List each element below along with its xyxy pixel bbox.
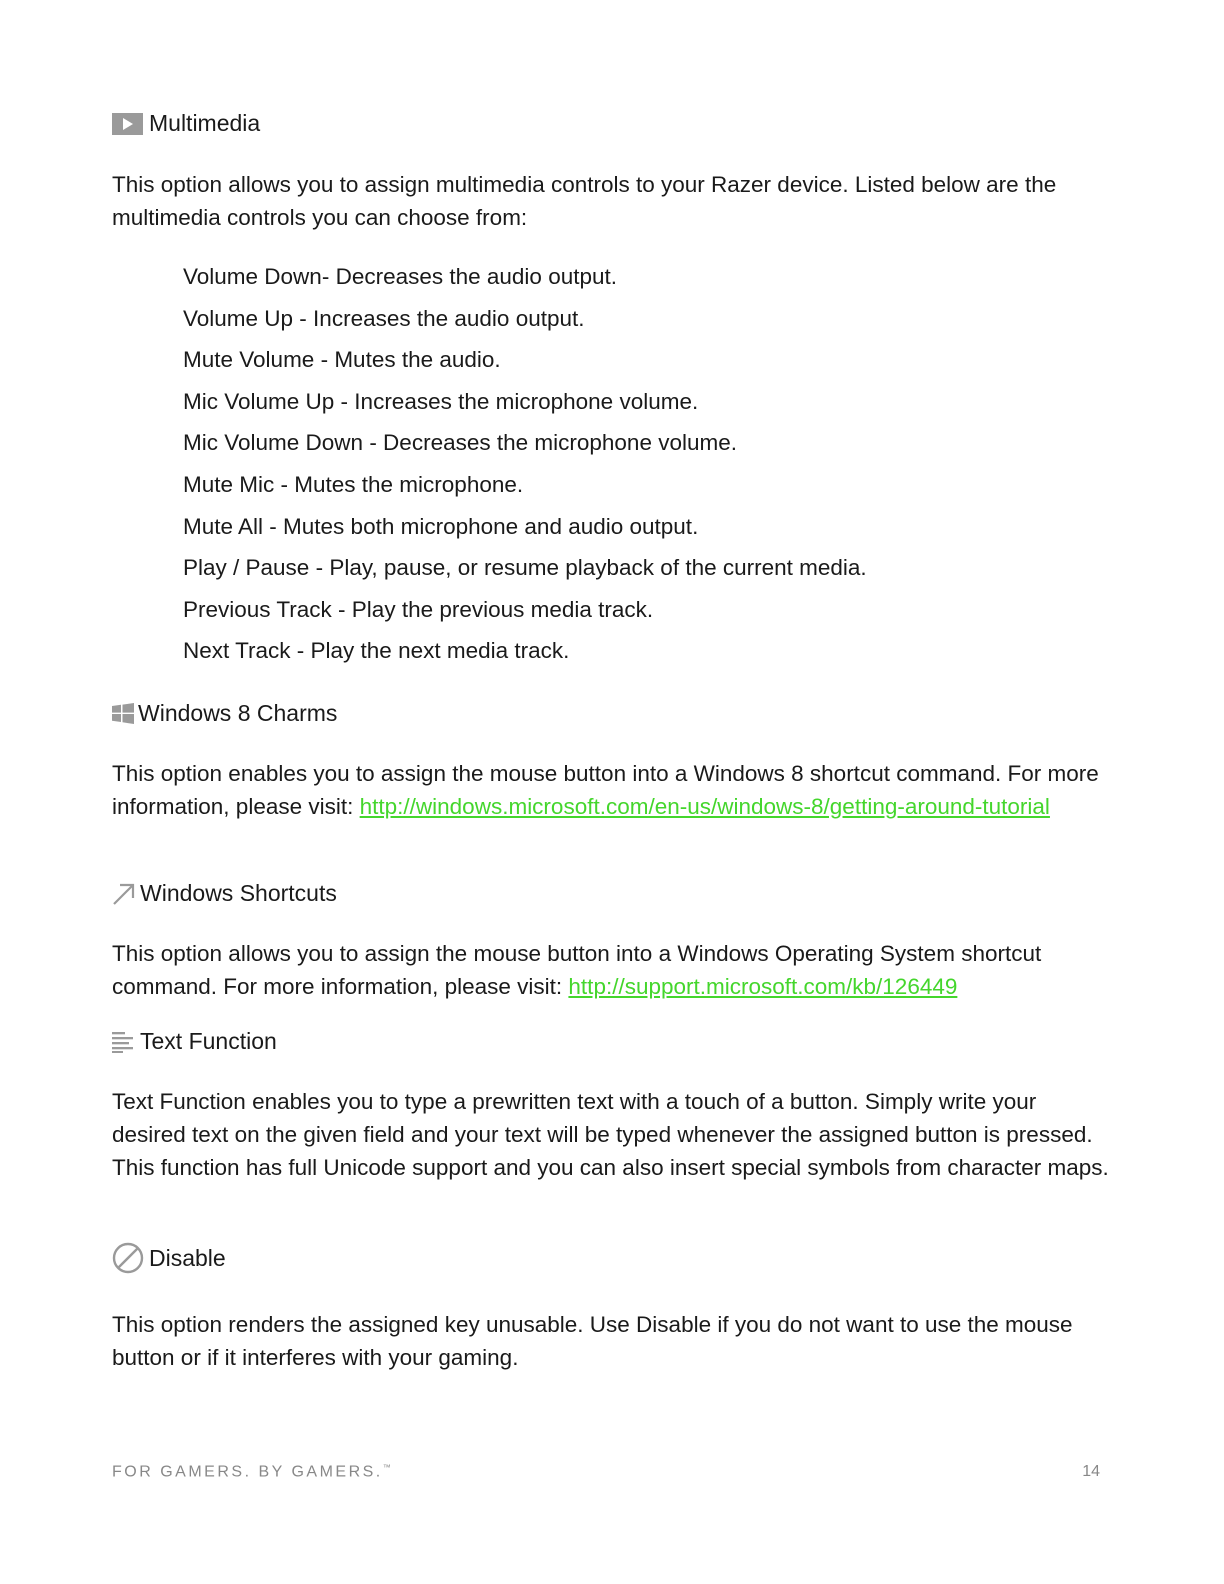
section-description: This option renders the assigned key unusable. Use Disable if you do not want to use the mouse button or if it interferes with your gaming. — [112, 1312, 1073, 1370]
section-heading-disable — [112, 1242, 226, 1274]
description-text: This option enables you to assign the mouse button into a Windows 8 shortcut command. For more information, please visit: — [112, 761, 1099, 819]
list-item: Mic Volume Down - Decreases the microphone volume. — [183, 430, 737, 456]
list-item: Mic Volume Up - Increases the microphone volume. — [183, 388, 699, 414]
section-title: Windows Shortcuts — [140, 880, 337, 906]
section-description — [112, 937, 1112, 1003]
section-heading-windows-8-charms — [112, 700, 337, 727]
trademark-symbol: ™ — [382, 1463, 391, 1472]
windows-icon — [112, 703, 134, 724]
list-item: Mute All - Mutes both microphone and audio output. — [183, 513, 699, 539]
arrow-icon — [112, 882, 136, 906]
list-item: Previous Track - Play the previous media track. — [183, 596, 654, 622]
description-text: This option allows you to assign the mouse button into a Windows Operating System shortcut command. For more information, please visit: — [112, 941, 1042, 999]
section-heading-text-function — [112, 1028, 277, 1055]
text-lines-icon — [112, 1031, 134, 1053]
section-title: Text Function — [140, 1028, 277, 1054]
section-title: Windows 8 Charms — [138, 700, 338, 726]
list-item: Play / Pause - Play, pause, or resume playback of the current media. — [183, 555, 867, 581]
microsoft-support-link[interactable]: http://support.microsoft.com/kb/126449 — [568, 974, 958, 999]
section-description: Text Function enables you to type a prewritten text with a touch of a button. Simply write your desired text on the given field and your text will be typed whenever the assigned button is pressed. This function has full Unicode support and you can also insert special symbols from character maps. — [112, 1089, 1109, 1180]
section-title: Disable — [149, 1244, 226, 1271]
section-heading-multimedia — [112, 110, 260, 137]
list-item: Next Track - Play the next media track. — [183, 638, 570, 664]
list-item: Mute Mic - Mutes the microphone. — [183, 471, 524, 497]
section-title: Multimedia — [149, 110, 261, 136]
section-heading-windows-shortcuts — [112, 880, 337, 907]
windows-8-tutorial-link[interactable]: http://windows.microsoft.com/en-us/windows-8/getting-around-tutorial — [359, 794, 1050, 819]
tagline-text: FOR GAMERS. BY GAMERS. — [112, 1463, 383, 1481]
list-item: Mute Volume - Mutes the audio. — [183, 347, 501, 373]
section-description — [112, 757, 1112, 823]
play-icon — [112, 113, 143, 135]
list-item: Volume Up - Increases the audio output. — [183, 305, 585, 331]
page-number: 14 — [1082, 1463, 1100, 1480]
list-item: Volume Down- Decreases the audio output. — [183, 264, 618, 289]
section-description: This option allows you to assign multimedia controls to your Razer device. Listed below are the multimedia controls you can choose from: — [112, 172, 1057, 230]
footer-tagline — [112, 1463, 391, 1481]
disable-icon — [112, 1242, 144, 1274]
multimedia-controls-list — [183, 260, 867, 676]
